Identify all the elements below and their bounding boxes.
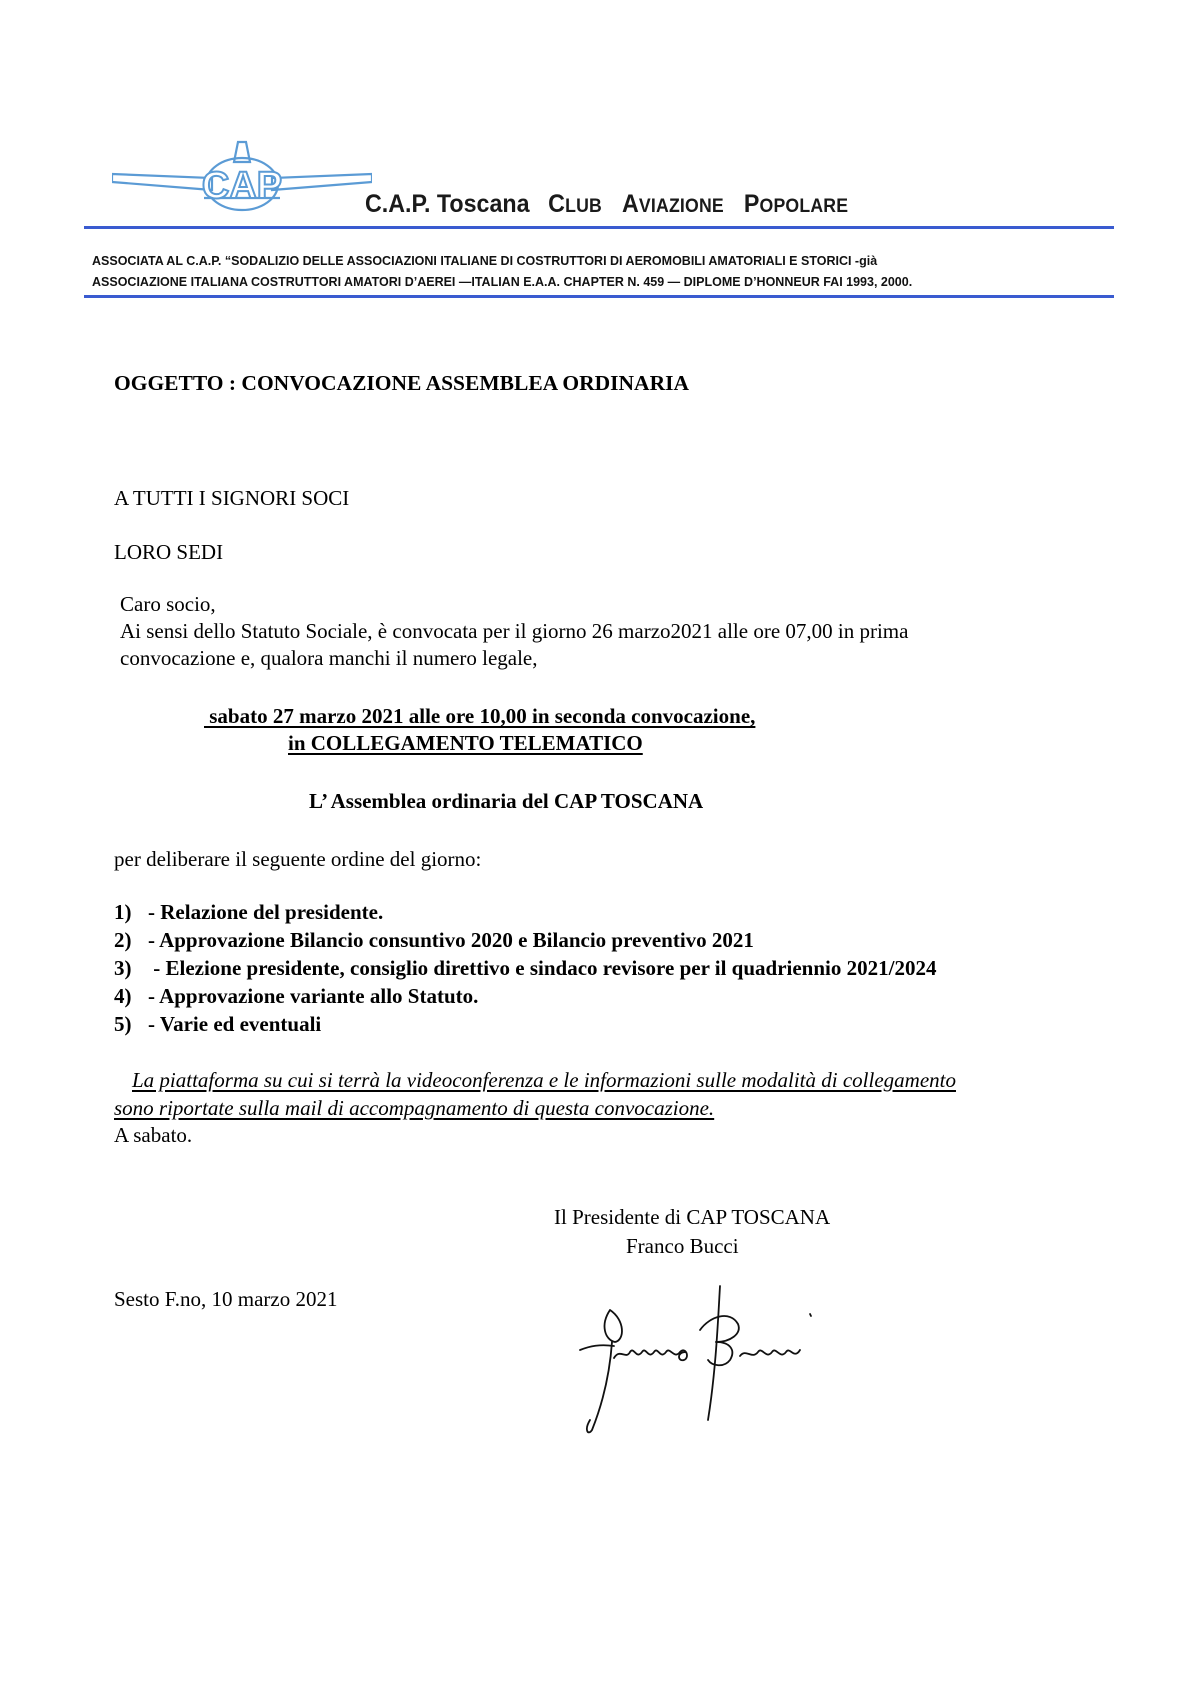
place-date: Sesto F.no, 10 marzo 2021: [114, 1287, 338, 1311]
closing-remark: A sabato.: [114, 1123, 193, 1147]
agenda-item: 3) - Elezione presidente, consiglio direttivo e sindaco revisore per il quadriennio 2021/2024: [114, 956, 937, 980]
agenda-item: 1) - Relazione del presidente.: [114, 900, 384, 924]
header-rule-top: [84, 226, 1114, 229]
header-rule-bottom: [84, 295, 1114, 298]
body-line: convocazione e, qualora manchi il numero legale,: [120, 646, 538, 670]
agenda-item: 5) - Varie ed eventuali: [114, 1012, 322, 1036]
second-call-date: sabato 27 marzo 2021 alle ore 10,00 in seconda convocazione,: [204, 704, 756, 728]
convocation-paragraph: [120, 591, 908, 672]
organization-title: [365, 190, 848, 219]
subheading-line: ASSOCIAZIONE ITALIANA COSTRUTTORI AMATORI D’AEREI —ITALIAN E.A.A. CHAPTER N. 459 — DIPLOME D’HONNEUR FAI 1993, 2000.: [92, 274, 913, 289]
second-call-mode: in COLLEGAMENTO TELEMATICO: [288, 731, 643, 755]
letter-subject: OGGETTO : CONVOCAZIONE ASSEMBLEA ORDINARIA: [114, 371, 689, 395]
assembly-title: L’ Assemblea ordinaria del CAP TOSCANA: [309, 789, 704, 813]
recipients: A TUTTI I SIGNORI SOCI: [114, 486, 350, 510]
platform-note-line: La piattaforma su cui si terrà la videoconferenza e le informazioni sulle modalità di collegamento: [132, 1068, 956, 1092]
signatory-role: Il Presidente di CAP TOSCANA: [554, 1205, 831, 1229]
subheading-line: ASSOCIATA AL C.A.P. “SODALIZIO DELLE ASSOCIAZIONI ITALIANE DI COSTRUTTORI DI AEROMOBILI AMATORIALI E STORICI -già: [92, 253, 878, 268]
svg-text:CAP: CAP: [201, 165, 283, 207]
signatory-name: Franco Bucci: [626, 1234, 739, 1258]
agenda-item: 4) - Approvazione variante allo Statuto.: [114, 984, 479, 1008]
greeting: Caro socio,: [120, 592, 216, 616]
handwritten-signature: [570, 1280, 840, 1440]
signatory-block: [554, 1203, 830, 1261]
club-name: CLUB AVIAZIONE POPOLARE: [548, 190, 849, 218]
agenda-list: [114, 898, 936, 1038]
platform-note: [114, 1066, 956, 1122]
org-name: C.A.P. Toscana: [365, 190, 530, 218]
agenda-intro: per deliberare il seguente ordine del giorno:: [114, 847, 482, 871]
recipients-location: LORO SEDI: [114, 540, 224, 564]
platform-note-line: sono riportate sulla mail di accompagnamento di questa convocazione.: [114, 1096, 715, 1120]
cap-logo: [112, 140, 372, 220]
agenda-item: 2) - Approvazione Bilancio consuntivo 2020 e Bilancio preventivo 2021: [114, 928, 754, 952]
association-subheading: [92, 250, 1132, 292]
body-line: Ai sensi dello Statuto Sociale, è convocata per il giorno 26 marzo2021 alle ore 07,00 in prima: [120, 619, 909, 643]
